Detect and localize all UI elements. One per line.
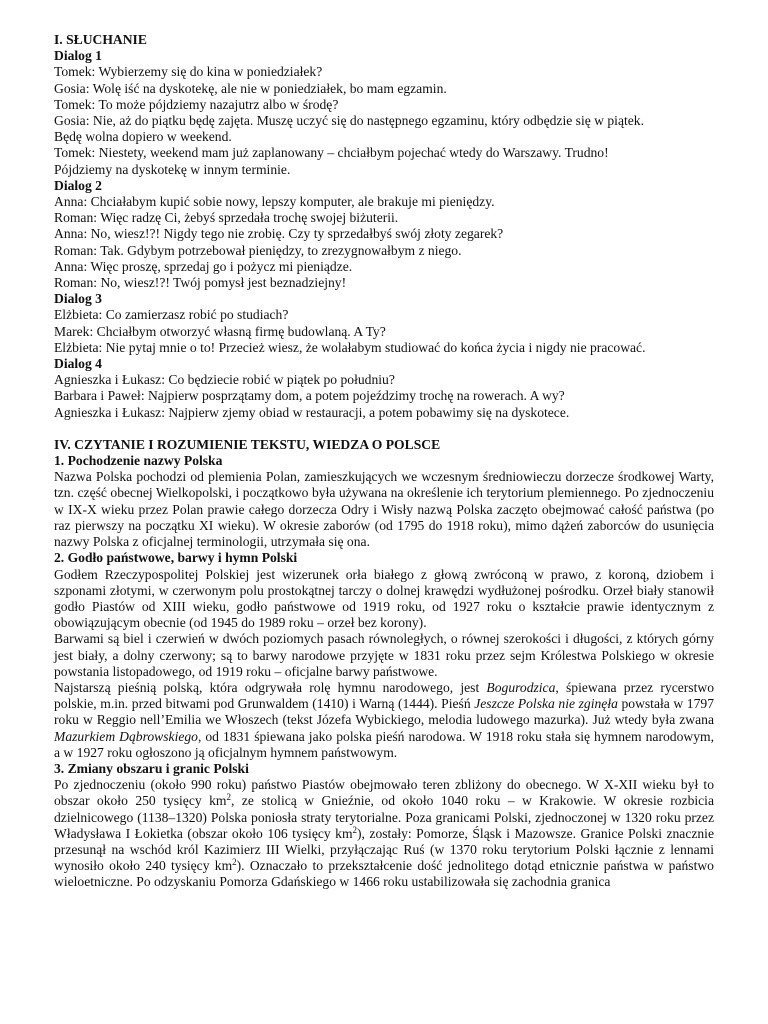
text-run: powstała w 1797 roku w Reggio nell’Emilia we Włoszech (tekst Józefa Wybickiego, melodia ludowego mazurka). Już wtedy była zwana: [54, 696, 714, 728]
italic-title: Mazurkiem Dąbrowskiego: [54, 728, 198, 744]
dialog-line: Tomek: Wybierzemy się do kina w poniedziałek?: [54, 64, 323, 80]
dialog-line: Tomek: To może pójdziemy nazajutrz albo w środę?: [54, 96, 339, 112]
dialog-heading: Dialog 2: [54, 177, 102, 193]
dialog-line: Roman: No, wiesz!?! Twój pomysł jest beznadziejny!: [54, 275, 347, 291]
superscript: 2: [232, 857, 237, 868]
dialog-line: Gosia: Wolę iść na dyskotekę, ale nie w poniedziałek, bo mam egzamin.: [54, 80, 447, 96]
dialog-line: Elżbieta: Co zamierzasz robić po studiach?: [54, 307, 289, 323]
dialog-line: Barbara i Paweł: Najpierw posprzątamy dom, a potem pojeździmy trochę na rowerach. A wy?: [54, 388, 565, 404]
text-run: , śpiewana przez rycerstwo polskie, m.in. przed bitwami pod Grunwaldem (1410) i Warną (1444). Pieśń: [54, 679, 714, 712]
superscript: 2: [226, 792, 231, 803]
paragraph: Barwami są biel i czerwień w dwóch poziomych pasach równoległych, o równej szerokości i długości, z których górny jest biały, a dolny czerwony; są to barwy narodowe przyjęte w 1831 roku przez sejm Królestwa Polskiego w okresie powstania listopadowego, od 1919 roku – oficjalne barwy państwowe.: [54, 631, 714, 679]
dialog-line: Marek: Chciałbym otworzyć własną firmę budowlaną. A Ty?: [54, 323, 386, 339]
text-run: ), zostały: Pomorze, Śląsk i Mazowsze. Granice Polski znacznie przesunął na wschód król Kazimierz III Wielki, przyłączając Ruś (w 1370 roku terytorium Polski łącznie z lennami wynosiło około 240 tysięcy km: [54, 825, 714, 874]
subsection-heading: 2. Godło państwowe, barwy i hymn Polski: [54, 550, 298, 566]
paragraph: Nazwa Polska pochodzi od plemienia Polan, zamieszkujących we wczesnym średniowieczu dorzecze środkowej Warty, tzn. część obecnej Wielkopolski, i początkowo była używana na określenie ich terytorium plemiennego. Po zjednoczeniu w IX-X wieku przez Polan prawie całego dorzecza Odry i Wisły nazwą Polska zaczęto obejmować całość państwa (po raz pierwszy na początku XI wieku). W okresie zaborów (od 1795 do 1918 roku), mimo dążeń zaborców do usunięcia nazwy Polska z oficjalnej terminologii, utrzymała się ona.: [54, 469, 714, 550]
dialog-line: Będę wolna dopiero w weekend.: [54, 129, 232, 145]
paragraph: Godłem Rzeczypospolitej Polskiej jest wizerunek orła białego z głową zwróconą w prawo, z koroną, dziobem i szponami złotymi, w czerwonym polu prostokątnej tarczy o dolnej krawędzi wydłużonej pośrodku. Orzeł biały stanowił godło Piastów od XIII wieku, godło państwowe od 1919 roku, od 1927 roku o kształcie prawie identycznym z obowiązującym obecnie (od 1945 do 1989 roku – orzeł bez korony).: [54, 566, 714, 631]
paragraph: [54, 777, 714, 890]
superscript: 2: [352, 824, 358, 835]
dialog-line: Roman: Więc radzę Ci, żebyś sprzedała trochę swojej biżuterii.: [54, 210, 399, 226]
text-run: Po zjednoczeniu (około 990 roku) państwo Piastów obejmowało teren zbliżony do obecnego. W X-XII wieku był to obszar około 250 tysięcy km: [54, 777, 714, 809]
dialog-line: Gosia: Nie, aż do piątku będę zajęta. Muszę uczyć się do następnego egzaminu, który odbędzie się w piątek.: [54, 113, 644, 129]
dialog-line: Agnieszka i Łukasz: Co będziecie robić w piątek po południu?: [54, 372, 395, 388]
italic-title: Jeszcze Polska nie zginęła: [474, 696, 618, 712]
text-run: Najstarszą pieśnią polską, która odgrywała rolę hymnu narodowego, jest: [54, 679, 487, 695]
subsection-heading: 3. Zmiany obszaru i granic Polski: [54, 760, 249, 776]
dialog-heading: Dialog 1: [54, 48, 102, 64]
dialog-heading: Dialog 4: [54, 356, 102, 372]
dialog-line: Agnieszka i Łukasz: Najpierw zjemy obiad w restauracji, a potem pobawimy się na dyskotece.: [54, 404, 570, 420]
dialog-line: Anna: Chciałabym kupić sobie nowy, lepszy komputer, ale brakuje mi pieniędzy.: [54, 194, 495, 210]
dialog-line: Anna: Więc proszę, sprzedaj go i pożycz mi pieniądze.: [54, 258, 353, 274]
section-title-listening: I. SŁUCHANIE: [54, 32, 147, 47]
dialog-line: Pójdziemy na dyskotekę w innym terminie.: [54, 161, 291, 177]
text-run: , ze stolicą w Gnieźnie, od około 1040 roku – w Krakowie. W okresie rozbicia dzielnicowego (1138–1320) Polska poniosła straty terytorialne. Poza granicami Polski, zjednoczonej w 1320 roku przez Władysława I Łokietka (obszar około 106 tysięcy km: [54, 793, 714, 841]
text-run: , od 1831 śpiewana jako polska pieśń narodowa. W 1918 roku stała się hymnem narodowym, a w 1927 roku ogłoszono ją oficjalnym hymnem państwowym.: [54, 728, 714, 760]
section-title-reading: IV. CZYTANIE I ROZUMIENIE TEKSTU, WIEDZA O POLSCE: [54, 436, 441, 452]
dialog-heading: Dialog 3: [54, 291, 102, 307]
paragraph: [54, 680, 714, 761]
dialog-line: Roman: Tak. Gdybym potrzebował pieniędzy, to zrezygnowałbym z niego.: [54, 242, 462, 258]
dialog-line: Anna: No, wiesz!?! Nigdy tego nie zrobię. Czy ty sprzedałbyś swój złoty zegarek?: [54, 226, 504, 242]
text-run: ). Oznaczało to przekształcenie dość jednolitego dotąd etnicznie państwa w państwo wieloetniczne. Po odzyskaniu Pomorza Gdańskiego w 1466 roku ustabilizowała się zachodnia granica: [54, 858, 714, 890]
section-spacer: [54, 421, 714, 437]
dialog-line: Elżbieta: Nie pytaj mnie o to! Przecież wiesz, że wolałabym studiować do końca życia i nigdy nie pracować.: [54, 339, 646, 355]
italic-title: Bogurodzica: [486, 679, 556, 695]
subsection-heading: 1. Pochodzenie nazwy Polska: [54, 453, 223, 469]
dialog-line: Tomek: Niestety, weekend mam już zaplanowany – chciałbym pojechać wtedy do Warszawy. Trudno!: [54, 145, 609, 161]
